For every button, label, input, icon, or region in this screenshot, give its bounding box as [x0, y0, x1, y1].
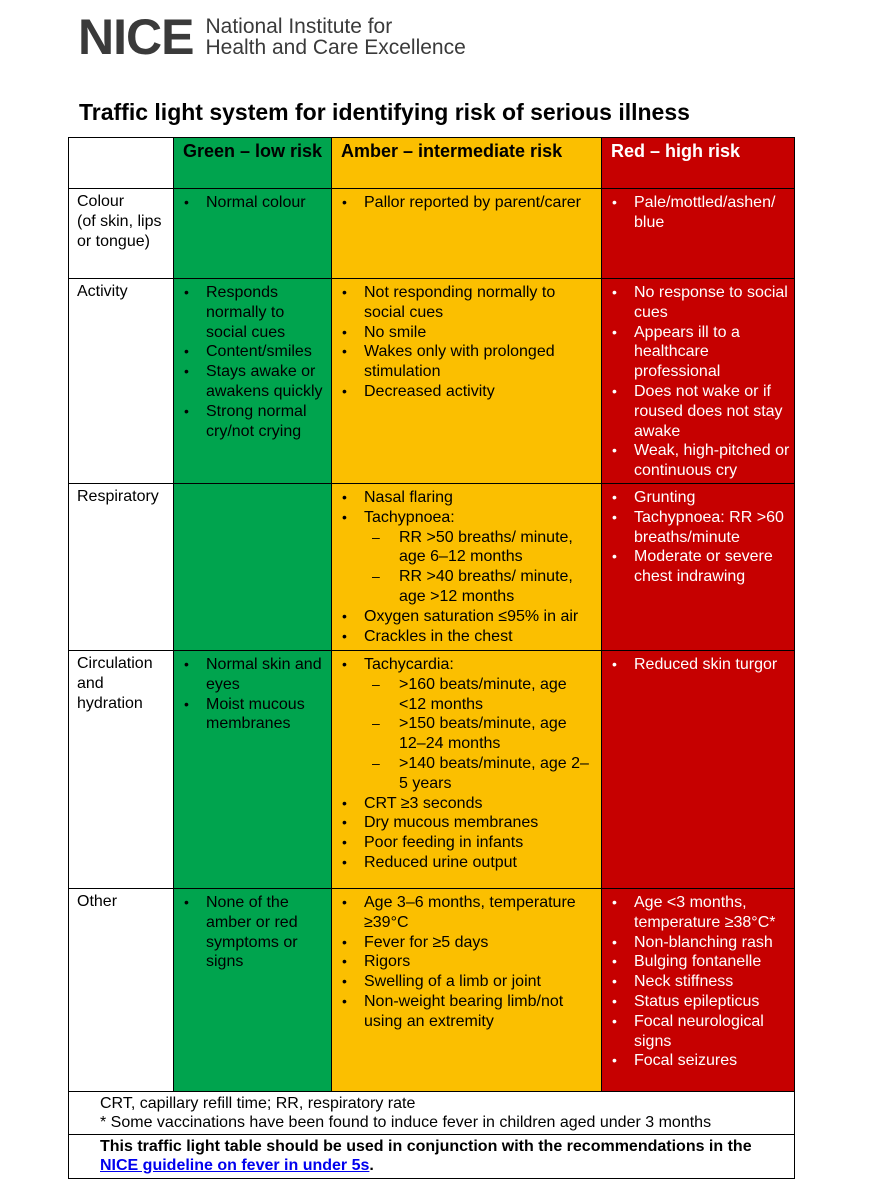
row-label-colour	[69, 189, 174, 279]
list-item: • No response to social cues	[634, 283, 790, 323]
list-item: • Reduced urine output	[364, 853, 597, 873]
list-item: • Moderate or severe chest indrawing	[634, 547, 790, 587]
list-item: • Responds normally to social cues	[206, 283, 327, 342]
cell-red-activity	[602, 279, 795, 484]
list-item	[364, 508, 597, 607]
notes-cell	[69, 1091, 795, 1134]
list-item-text: Tachycardia:	[364, 655, 454, 673]
row-label-other: Other	[69, 888, 174, 1091]
logo-line-2: Health and Care Excellence	[205, 36, 466, 59]
row-other	[69, 888, 795, 1091]
list-item: • Stays awake or awakens quickly	[206, 362, 327, 402]
cell-green-respiratory	[174, 483, 332, 650]
logo-text	[205, 16, 465, 58]
cell-amber-colour	[332, 189, 602, 279]
list-item: • Strong normal cry/not crying	[206, 402, 327, 442]
list-item: • Non-weight bearing limb/not using an extremity	[364, 992, 597, 1032]
header-red: Red – high risk	[602, 138, 795, 189]
list-item: • Crackles in the chest	[364, 627, 597, 647]
footer-cell	[69, 1134, 795, 1178]
list-item: • Status epilepticus	[634, 992, 790, 1012]
list-item: • Decreased activity	[364, 382, 597, 402]
list-item: • Pallor reported by parent/carer	[364, 193, 597, 213]
cell-amber-other	[332, 888, 602, 1091]
list-item: • Pale/mottled/ashen/ blue	[634, 193, 790, 233]
list-item: • Nasal flaring	[364, 488, 597, 508]
header-green: Green – low risk	[174, 138, 332, 189]
list-item: • None of the amber or red symptoms or signs	[206, 893, 327, 972]
list-item: • No smile	[364, 323, 597, 343]
sub-list-item: – >160 beats/minute, age <12 months	[399, 675, 597, 715]
header-blank-cell	[69, 138, 174, 189]
list-item: • Appears ill to a healthcare professional	[634, 323, 790, 382]
cell-red-other	[602, 888, 795, 1091]
list-item: • Focal seizures	[634, 1051, 790, 1071]
list-item: • Dry mucous membranes	[364, 813, 597, 833]
list-item: • Normal colour	[206, 193, 327, 213]
page-title: Traffic light system for identifying risk of serious illness	[79, 99, 690, 125]
cell-amber-activity	[332, 279, 602, 484]
sub-list-item: – >140 beats/minute, age 2–5 years	[399, 754, 597, 794]
list-item: • Grunting	[634, 488, 790, 508]
list-item: • Focal neurological signs	[634, 1012, 790, 1052]
traffic-light-table	[68, 137, 795, 1179]
nice-logo	[78, 9, 466, 65]
sub-list-item: – RR >40 breaths/ minute, age >12 months	[399, 567, 597, 607]
list-item: • Moist mucous membranes	[206, 695, 327, 735]
row-label-circulation: Circulation and hydration	[69, 650, 174, 888]
list-item: • Age 3–6 months, temperature ≥39°C	[364, 893, 597, 933]
list-item: • Content/smiles	[206, 342, 327, 362]
sub-list-item: – >150 beats/minute, age 12–24 months	[399, 714, 597, 754]
list-item: • Age <3 months, temperature ≥38°C*	[634, 893, 790, 933]
row-sublabel: (of skin, lips or tongue)	[77, 212, 162, 250]
list-item: • Swelling of a limb or joint	[364, 972, 597, 992]
logo-line-1: National Institute for	[205, 15, 393, 38]
list-item: • Does not wake or if roused does not stay awake	[634, 382, 790, 441]
cell-amber-respiratory	[332, 483, 602, 650]
header-row	[69, 138, 795, 189]
list-item: • Bulging fontanelle	[634, 952, 790, 972]
cell-red-respiratory	[602, 483, 795, 650]
list-item: • Reduced skin turgor	[634, 655, 790, 675]
cell-red-circulation	[602, 650, 795, 888]
list-item	[364, 655, 597, 794]
list-item: • Not responding normally to social cues	[364, 283, 597, 323]
list-item: • Poor feeding in infants	[364, 833, 597, 853]
cell-green-activity	[174, 279, 332, 484]
list-item: • Normal skin and eyes	[206, 655, 327, 695]
cell-green-other	[174, 888, 332, 1091]
notes-row	[69, 1091, 795, 1134]
footer-text: This traffic light table should be used in conjunction with the recommendations in the	[100, 1137, 752, 1155]
nice-guideline-link[interactable]: NICE guideline on fever in under 5s	[100, 1156, 370, 1174]
list-item: • Tachypnoea: RR >60 breaths/minute	[634, 508, 790, 548]
list-item: • Weak, high-pitched or continuous cry	[634, 441, 790, 481]
row-label-respiratory: Respiratory	[69, 483, 174, 650]
list-item: • Non-blanching rash	[634, 933, 790, 953]
cell-green-circulation	[174, 650, 332, 888]
cell-amber-circulation	[332, 650, 602, 888]
list-item: • Wakes only with prolonged stimulation	[364, 342, 597, 382]
footer-row	[69, 1134, 795, 1178]
row-activity	[69, 279, 795, 484]
vaccination-note: * Some vaccinations have been found to induce fever in children aged under 3 months	[100, 1113, 712, 1131]
sub-list-item: – RR >50 breaths/ minute, age 6–12 months	[399, 528, 597, 568]
list-item-text: Tachypnoea:	[364, 508, 455, 526]
cell-green-colour	[174, 189, 332, 279]
row-colour	[69, 189, 795, 279]
row-respiratory	[69, 483, 795, 650]
row-label-activity: Activity	[69, 279, 174, 484]
abbreviations-note: CRT, capillary refill time; RR, respiratory rate	[100, 1094, 416, 1112]
row-label: Colour	[77, 193, 125, 210]
list-item: • Fever for ≥5 days	[364, 933, 597, 953]
footer-end: .	[369, 1156, 374, 1174]
cell-red-colour	[602, 189, 795, 279]
list-item: • Oxygen saturation ≤95% in air	[364, 607, 597, 627]
list-item: • Neck stiffness	[634, 972, 790, 992]
row-circulation	[69, 650, 795, 888]
header-amber: Amber – intermediate risk	[332, 138, 602, 189]
list-item: • CRT ≥3 seconds	[364, 794, 597, 814]
logo-mark: NICE	[78, 9, 194, 65]
list-item: • Rigors	[364, 952, 597, 972]
